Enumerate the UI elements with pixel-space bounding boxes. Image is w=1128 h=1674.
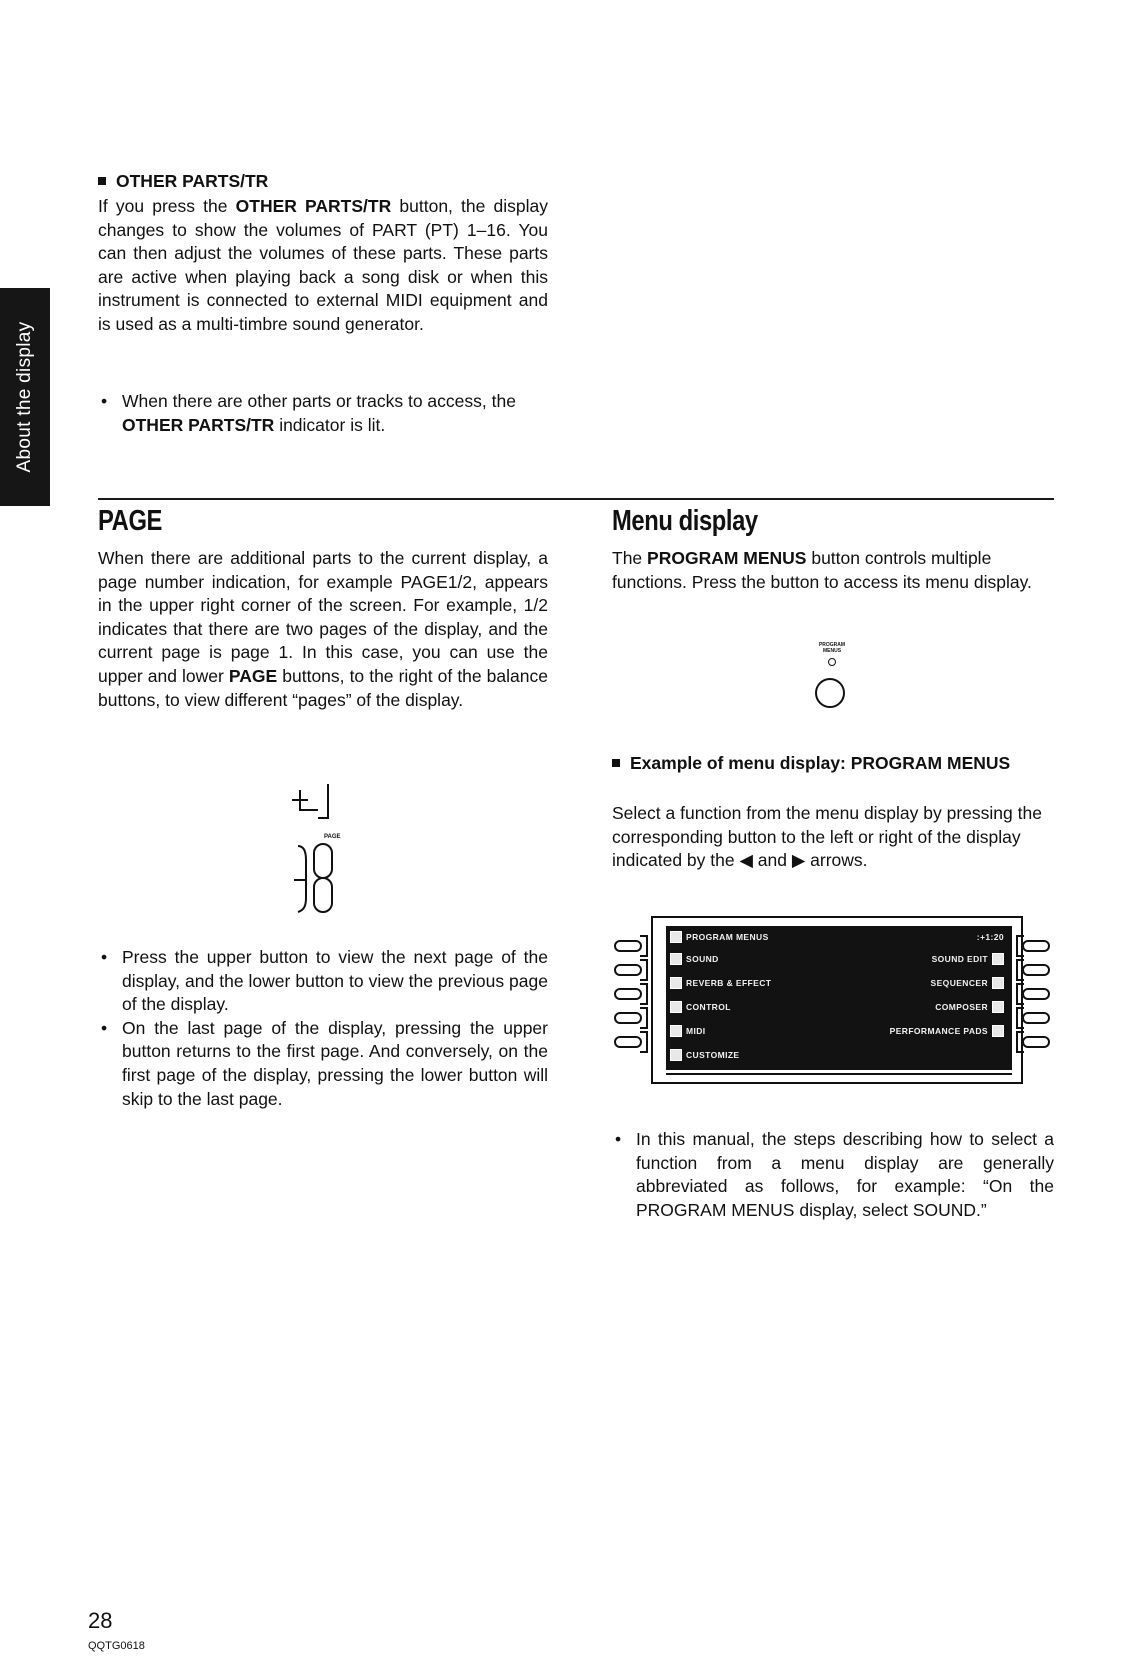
lcd-item-left: REVERB & EFFECT (666, 972, 771, 994)
sequencer-icon (992, 977, 1004, 989)
page-down-button[interactable] (314, 878, 332, 912)
midi-icon (670, 1025, 682, 1037)
list-item: • On the last page of the display, pressing the upper button returns to the first page. And conversely, on the first page of the display, pressing the lower button will skip to the last page. (98, 1017, 548, 1111)
page-number: 28 (88, 1608, 113, 1633)
lcd-screen (666, 926, 1012, 1070)
left-menu-button-3[interactable] (614, 988, 642, 1000)
page-section-bullets (98, 946, 548, 1111)
page-buttons-diagram (290, 780, 380, 920)
lcd-item-right: SEQUENCER (931, 972, 1008, 994)
lcd-item-right: PERFORMANCE PADS (890, 1020, 1008, 1042)
page-section-paragraph: When there are additional parts to the current display, a page number indication, for example PAGE1/2, appears in the upper right corner of the screen. For example, 1/2 indicates that there are two pages of the display, and the current page is page 1. In this case, you can use the upper and lower PAGE buttons, to the right of the balance buttons, to view different “pages” of the display. (98, 548, 548, 710)
side-tab (0, 288, 50, 506)
lcd-item-right: SOUND EDIT (932, 948, 1008, 970)
page-up-button[interactable] (314, 844, 332, 878)
other-parts-heading: OTHER PARTS/TR (98, 170, 268, 193)
page-section-title: PAGE (98, 505, 162, 537)
list-item: • Press the upper button to view the next page of the display, and the lower button to view the previous page of the display. (98, 946, 548, 1017)
right-menu-button-1[interactable] (1022, 940, 1050, 952)
left-menu-button-2[interactable] (614, 964, 642, 976)
bullet-square-icon (612, 759, 620, 767)
button-bracket-icon (640, 983, 648, 1005)
panel-line-icon (318, 784, 328, 818)
lcd-item-left: MIDI (666, 1020, 706, 1042)
right-menu-button-3[interactable] (1022, 988, 1050, 1000)
other-parts-paragraph: If you press the OTHER PARTS/TR button, the display changes to show the volumes of PART (PT) 1–16. You can then adjust the volumes of these parts. These parts are active when playing back a song disk or when this instrument is connected to external MIDI equipment and is used as a multi-timbre sound generator. (98, 196, 548, 334)
right-menu-button-4[interactable] (1022, 1012, 1050, 1024)
left-menu-button-4[interactable] (614, 1012, 642, 1024)
left-menu-button-5[interactable] (614, 1036, 642, 1048)
lcd-indicator: :+1:20 (976, 932, 1004, 942)
section-divider (98, 498, 1054, 500)
lcd-item-right: COMPOSER (935, 996, 1008, 1018)
button-bracket-icon (1016, 983, 1024, 1005)
button-bracket-icon (640, 1007, 648, 1029)
other-parts-bullets (98, 390, 548, 437)
lcd-item-left: CONTROL (666, 996, 731, 1018)
right-menu-button-5[interactable] (1022, 1036, 1050, 1048)
right-menu-button-2[interactable] (1022, 964, 1050, 976)
button-bracket-icon (1016, 959, 1024, 981)
lcd-title: PROGRAM MENUS (686, 932, 769, 942)
menu-icon (670, 931, 682, 943)
example-paragraph: Select a function from the menu display by pressing the corresponding button to the left or right of the display indicated by the ◀ and ▶ arrows. (612, 803, 1042, 871)
menu-section-bullets (612, 1128, 1054, 1222)
side-tab-label: About the display (14, 321, 35, 473)
control-icon (670, 1001, 682, 1013)
sound-edit-icon (992, 953, 1004, 965)
left-menu-button-1[interactable] (614, 940, 642, 952)
button-bracket-icon (640, 935, 648, 957)
lcd-divider (666, 1073, 1012, 1075)
composer-icon (992, 1001, 1004, 1013)
page-diagram-label: PAGE (324, 834, 341, 840)
menu-section-paragraph: The PROGRAM MENUS button controls multiple functions. Press the button to access its menu display. (612, 548, 1032, 592)
bullet-square-icon (98, 177, 106, 185)
sound-icon (670, 953, 682, 965)
reverb-effect-icon (670, 977, 682, 989)
list-item: • When there are other parts or tracks to access, the OTHER PARTS/TR indicator is lit. (98, 390, 548, 437)
program-menus-button-label: PROGRAM MENUS (818, 642, 846, 654)
button-bracket-icon (1016, 1007, 1024, 1029)
menu-section-title: Menu display (612, 505, 758, 537)
lcd-item-left: SOUND (666, 948, 719, 970)
lcd-item-left: CUSTOMIZE (666, 1044, 740, 1066)
button-bracket-icon (640, 959, 648, 981)
program-menus-button[interactable] (815, 678, 845, 708)
program-menus-indicator-icon (828, 658, 836, 666)
button-bracket-icon (1016, 935, 1024, 957)
button-bracket-icon (1016, 1031, 1024, 1053)
button-bracket-icon (640, 1031, 648, 1053)
performance-pads-icon (992, 1025, 1004, 1037)
example-heading: Example of menu display: PROGRAM MENUS (612, 752, 1076, 775)
customize-icon (670, 1049, 682, 1061)
lcd-title-row (666, 926, 1012, 948)
doc-code: QQTG0618 (88, 1640, 145, 1652)
list-item: • In this manual, the steps describing how to select a function from a menu display are generally abbreviated as follows, for example: “On the PROGRAM MENUS display, select SOUND.” (612, 1128, 1054, 1222)
